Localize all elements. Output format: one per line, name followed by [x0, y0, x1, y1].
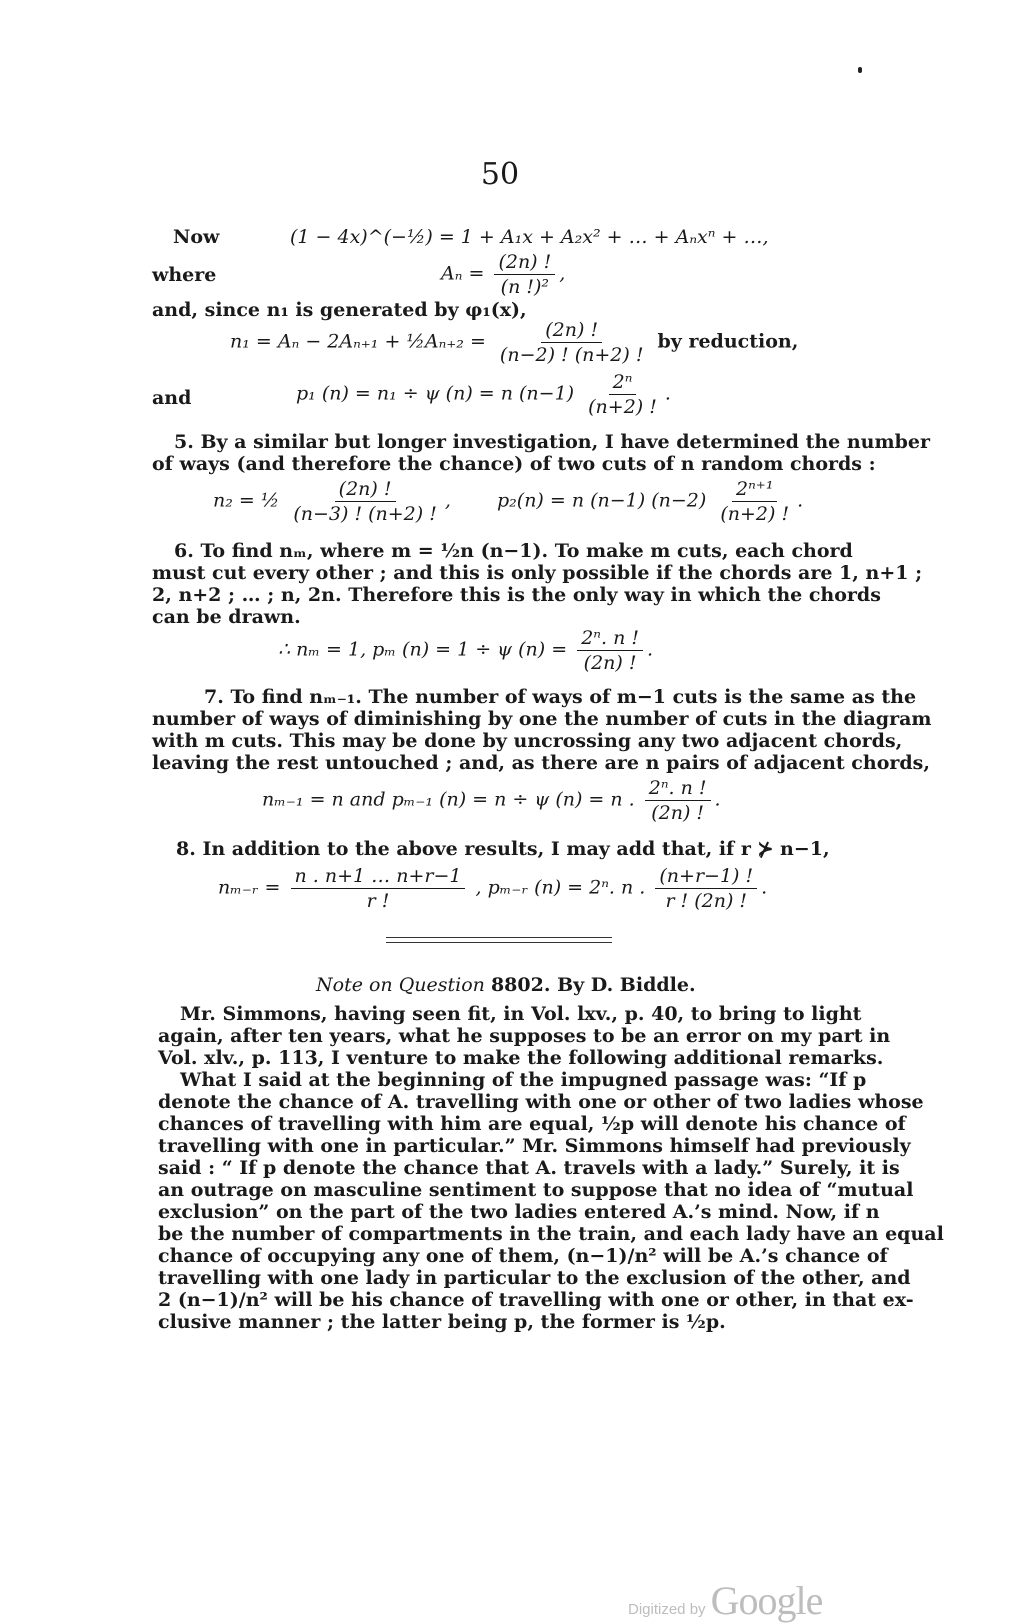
p2-numerator: 2ⁿ⁺¹ — [732, 479, 777, 502]
note-body — [158, 1003, 944, 1333]
note-line: travelling with one lady in particular to the exclusion of the other, and — [158, 1267, 911, 1289]
section-8-fraction-1 — [291, 866, 466, 911]
note-heading-rest: 8802. By D. Biddle. — [490, 974, 696, 996]
p2-lhs: p₂(n) = n (n−1) (n−2) — [497, 489, 707, 512]
section-6-eq-lhs: ∴ nₘ = 1, pₘ (n) = 1 ÷ ψ (n) = — [278, 638, 568, 661]
section-divider-bottom — [386, 942, 612, 943]
n1-fraction — [496, 320, 648, 365]
p1-lhs: p₁ (n) = n₁ ÷ ψ (n) = n (n−1) — [296, 382, 575, 405]
section-5-paragraph — [152, 431, 930, 475]
p2-denominator: (n+2) ! — [720, 503, 790, 525]
section-7-fraction — [645, 778, 711, 823]
now-equation: (1 − 4x)^(−½) = 1 + A₁x + A₂x² + … + Aₙxⁿ + …, — [290, 226, 769, 248]
section-5-equation: n₂ = ½ $\frac{(2n) !}{(n-3) ! (n+2) !}$ , p₂(n) = n (n−1) (n−2) $\frac{\text{2ⁿ⁺¹}}{(n+2) !}$ . — [213, 478, 804, 525]
section-8-eq-mid: , pₘ₋ᵣ (n) = 2ⁿ. n . — [475, 876, 646, 899]
section-8-eq-lhs: nₘ₋ᵣ = — [218, 876, 281, 899]
section-7-line: leaving the rest untouched ; and, as there are n pairs of adjacent chords, — [152, 752, 930, 774]
n1-numerator: (2n) ! — [541, 320, 602, 343]
section-5-line: of ways (and therefore the chance) of two cuts of n random chords : — [152, 453, 876, 475]
section-6-line: must cut every other ; and this is only possible if the chords are 1, n+1 ; — [152, 562, 923, 584]
digitized-by-google-watermark — [628, 1577, 822, 1624]
note-line: chance of occupying any one of them, (n−1)/n² will be A.’s chance of — [158, 1245, 888, 1267]
section-8-denominator-1: r ! — [366, 890, 390, 912]
section-7-eq-lhs: nₘ₋₁ = n and pₘ₋₁ (n) = n ÷ ψ (n) = n . — [262, 788, 635, 811]
section-6-line: 2, n+2 ; … ; n, 2n. Therefore this is the only way in which the chords — [152, 584, 881, 606]
section-7-equation: nₘ₋₁ = n and pₘ₋₁ (n) = n ÷ ψ (n) = n . $\frac{\text{2ⁿ. n !}}{(2n) !}$ . — [262, 777, 721, 824]
note-line: Mr. Simmons, having seen fit, in Vol. lxv., p. 40, to bring to light — [180, 1003, 862, 1025]
an-equation: Aₙ = $\frac{(2n) !}{\text{(n !)²}}$ , — [441, 251, 566, 298]
n2-lhs: n₂ = ½ — [213, 489, 280, 512]
n1-equation — [230, 320, 798, 365]
note-line: travelling with one in particular.” Mr. Simmons himself had previously — [158, 1135, 911, 1157]
section-divider-top — [386, 937, 612, 938]
n1-denominator: (n−2) ! (n+2) ! — [499, 344, 644, 366]
section-8-denominator-2: r ! (2n) ! — [665, 890, 748, 912]
note-line: said : “ If p denote the chance that A. travels with a lady.” Surely, it is — [158, 1157, 900, 1179]
p1-equation: p₁ (n) = n₁ ÷ ψ (n) = n (n−1) $\frac{\text{2ⁿ}}{(n+2) !}$ . — [296, 371, 671, 418]
note-line: again, after ten years, what he supposes to be an error on my part in — [158, 1025, 891, 1047]
note-line: be the number of compartments in the train, and each lady have an equal — [158, 1223, 944, 1245]
an-lhs: Aₙ = — [441, 262, 485, 285]
scan-speck — [858, 67, 862, 73]
section-6-numerator: 2ⁿ. n ! — [577, 628, 643, 651]
now-label: Now — [173, 226, 220, 248]
note-line: exclusion” on the part of the two ladies entered A.’s mind. Now, if n — [158, 1201, 880, 1223]
note-line: chances of travelling with him are equal, ½p will denote his chance of — [158, 1113, 906, 1135]
section-8-numerator-1: n . n+1 … n+r−1 — [291, 866, 466, 889]
p1-fraction — [584, 372, 661, 417]
page-number: 50 — [480, 157, 520, 192]
an-fraction — [494, 252, 555, 297]
note-heading — [316, 974, 696, 996]
note-line: Vol. xlv., p. 113, I venture to make the following additional remarks. — [158, 1047, 884, 1069]
p2-fraction — [716, 479, 793, 524]
note-line: What I said at the beginning of the impugned passage was: “If p — [180, 1069, 867, 1091]
where-label: where — [152, 264, 217, 286]
section-8-numerator-2: (n+r−1) ! — [655, 866, 757, 889]
n2-numerator: (2n) ! — [335, 479, 396, 502]
section-7-denominator: (2n) ! — [651, 802, 705, 824]
n2-fraction — [289, 479, 441, 524]
an-numerator: (2n) ! — [494, 252, 555, 275]
section-6-equation: ∴ nₘ = 1, pₘ (n) = 1 ÷ ψ (n) = $\frac{\text{2ⁿ. n !}}{(2n) !}$ . — [278, 627, 654, 674]
n1-tail: by reduction, — [657, 330, 799, 353]
section-6-paragraph — [152, 540, 923, 628]
an-denominator: (n !)² — [500, 276, 550, 298]
note-line: an outrage on masculine sentiment to suppose that no idea of “mutual — [158, 1179, 914, 1201]
note-line: 2 (n−1)/n² will be his chance of travelling with one or other, in that ex- — [158, 1289, 914, 1311]
note-line: clusive manner ; the latter being p, the former is ½p. — [158, 1311, 726, 1333]
since-line: and, since n₁ is generated by φ₁(x), — [152, 299, 527, 321]
watermark-prefix: Digitized by — [628, 1601, 706, 1618]
p1-denominator: (n+2) ! — [588, 396, 657, 418]
section-7-paragraph — [152, 686, 932, 774]
and-label: and — [152, 387, 192, 409]
p1-numerator: 2ⁿ — [609, 372, 637, 395]
section-7-line: with m cuts. This may be done by uncrossing any two adjacent chords, — [152, 730, 903, 752]
note-heading-italic: Note on Question — [316, 974, 485, 996]
section-6-line: 6. To find nₘ, where m = ½n (n−1). To make m cuts, each chord — [174, 540, 853, 562]
n1-lhs: n₁ = Aₙ − 2Aₙ₊₁ + ½Aₙ₊₂ = — [230, 330, 486, 353]
google-logo: Google — [710, 1578, 823, 1623]
section-7-line: 7. To find nₘ₋₁. The number of ways of m−1 cuts is the same as the — [204, 686, 917, 708]
section-5-line: 5. By a similar but longer investigation, I have determined the number — [174, 431, 930, 453]
section-8-equation: nₘ₋ᵣ = $\frac{n . n+1 \dots n+r-1}{r !}$ , pₘ₋ᵣ (n) = 2ⁿ. n . $\frac{(n+r-1) !}{r ! (2n) !}$ . — [218, 865, 768, 912]
section-6-line: can be drawn. — [152, 606, 301, 628]
section-8-fraction-2 — [655, 866, 757, 911]
section-8-line: 8. In addition to the above results, I may add that, if r ⊁ n−1, — [176, 838, 830, 860]
note-line: denote the chance of A. travelling with one or other of two ladies whose — [158, 1091, 924, 1113]
section-6-denominator: (2n) ! — [583, 652, 637, 674]
section-7-line: number of ways of diminishing by one the number of cuts in the diagram — [152, 708, 932, 730]
section-7-numerator: 2ⁿ. n ! — [645, 778, 711, 801]
n2-denominator: (n−3) ! (n+2) ! — [293, 503, 437, 525]
section-6-fraction — [577, 628, 643, 673]
